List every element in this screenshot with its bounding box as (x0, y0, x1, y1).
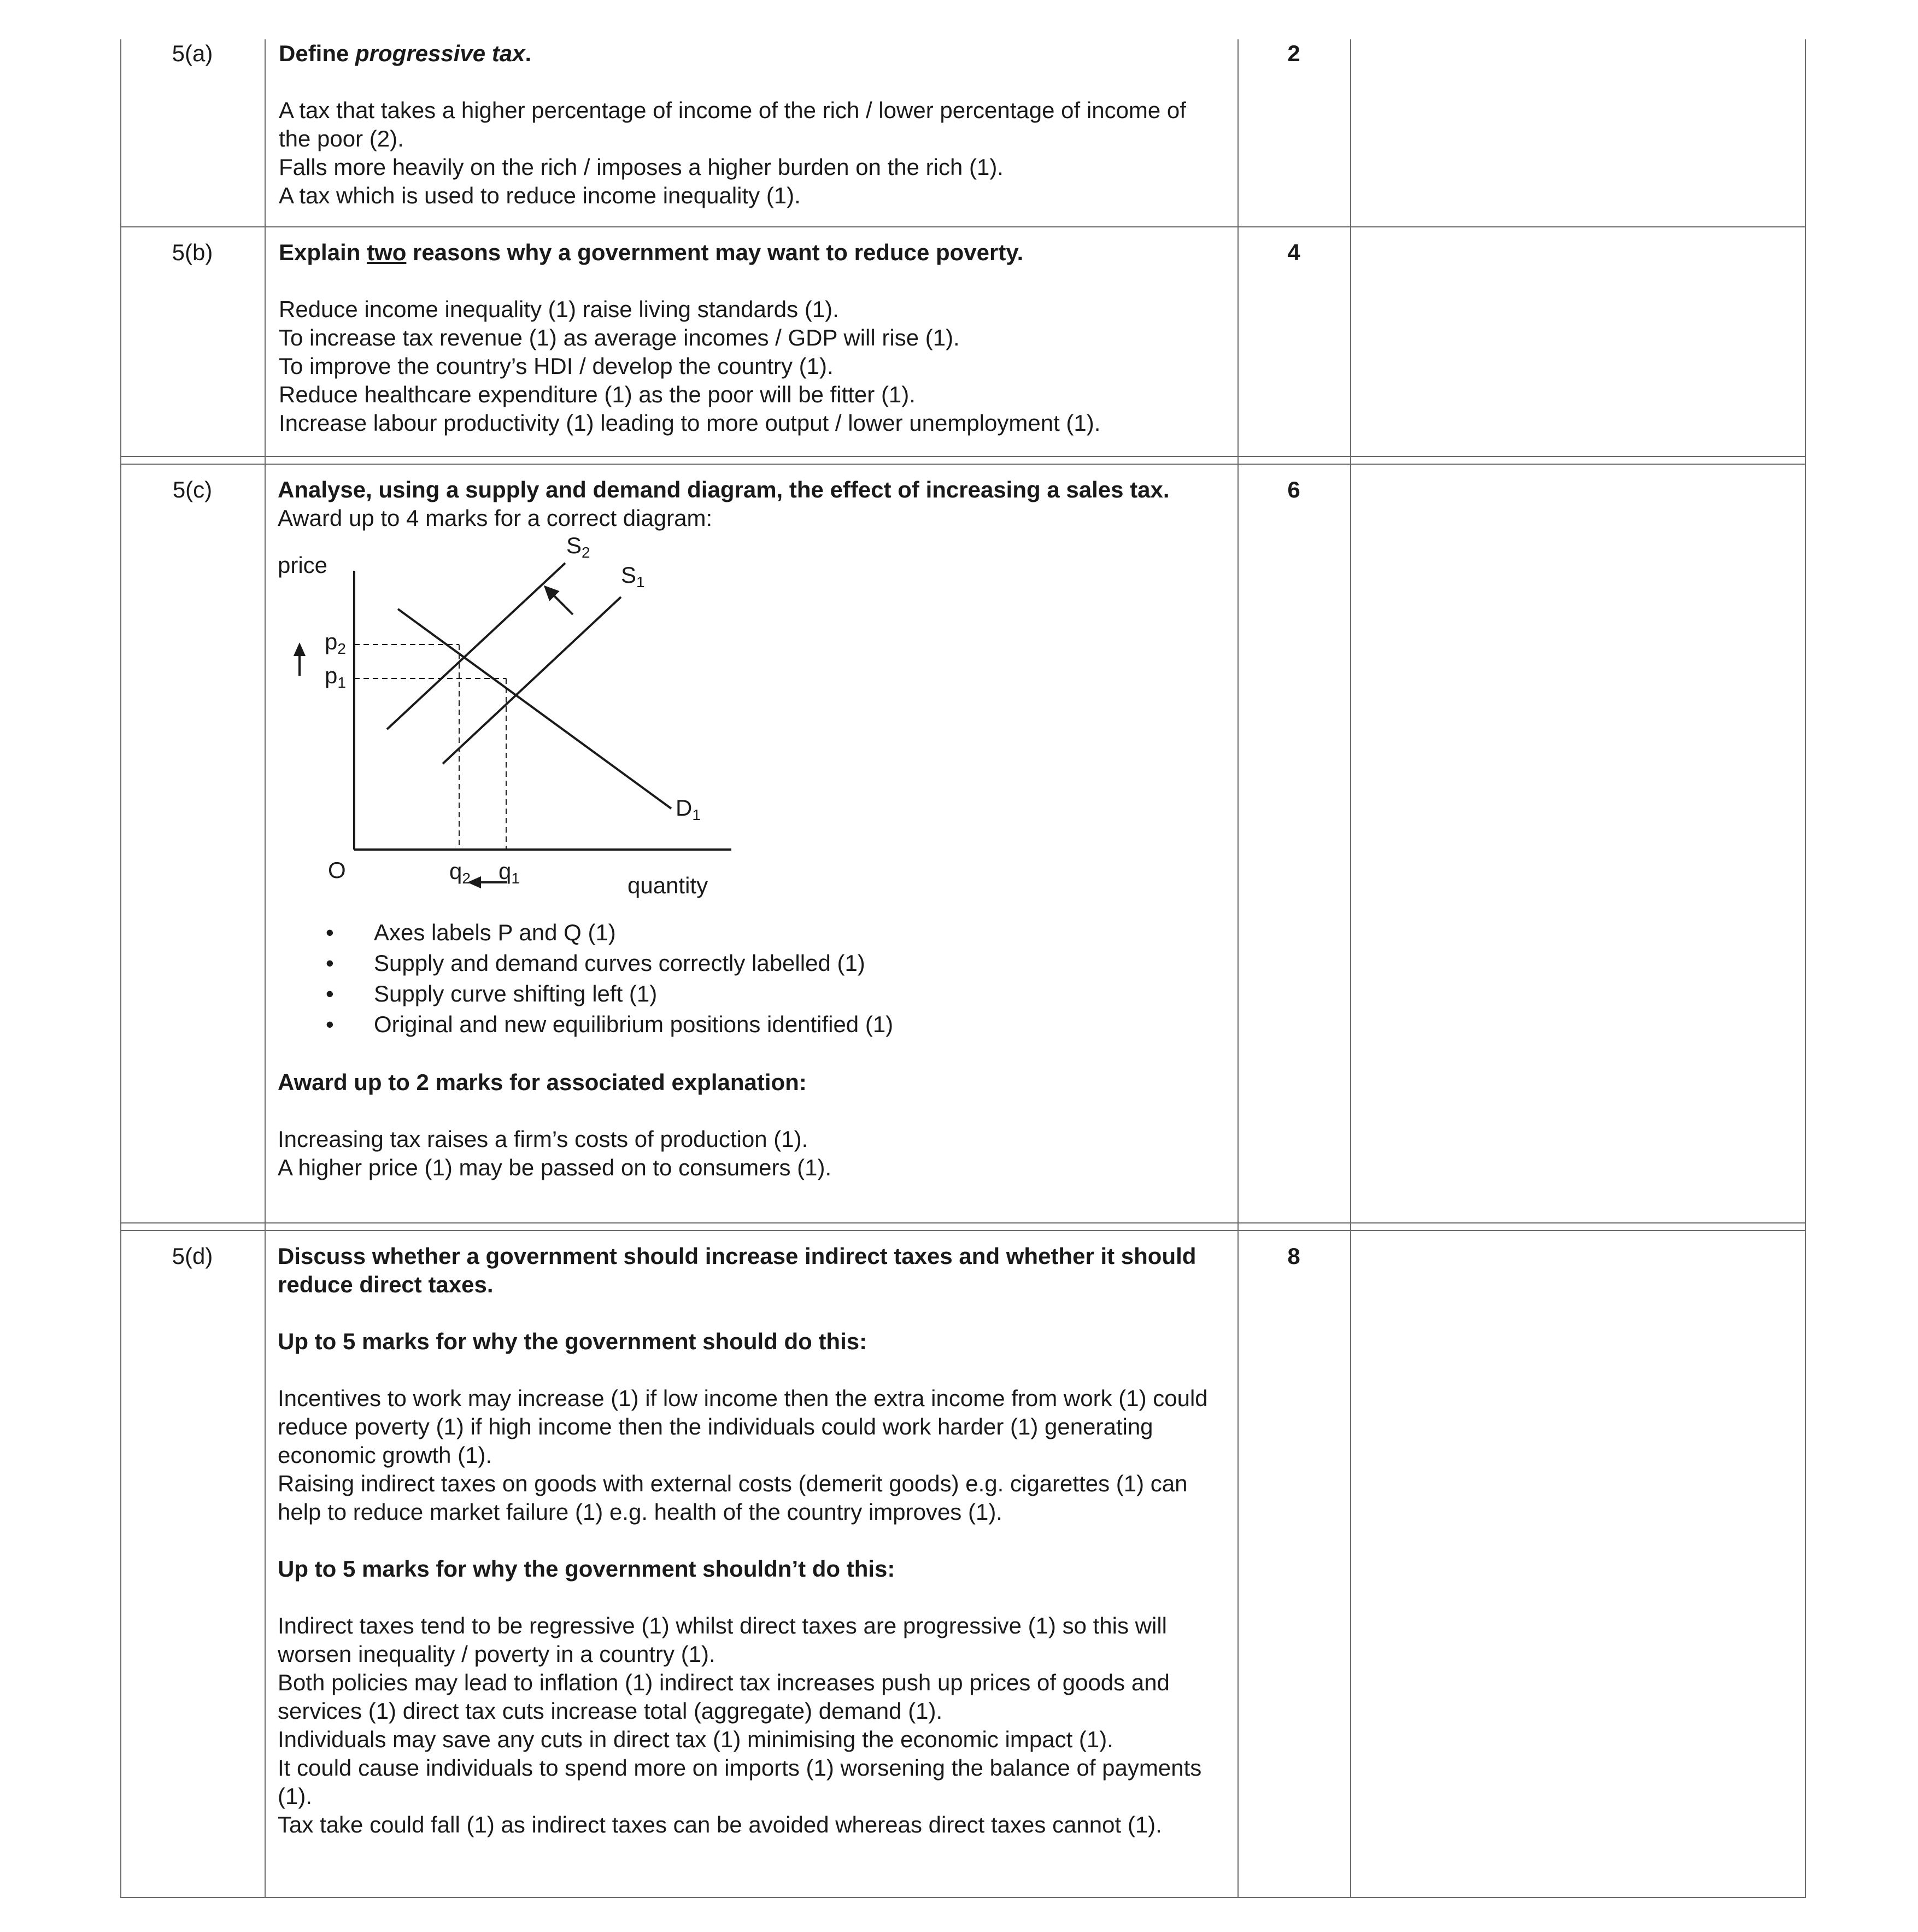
table-border-bottom (120, 1897, 1806, 1898)
list-item: • Axes labels P and Q (1) (374, 917, 1218, 948)
mark-scheme-table (120, 39, 1806, 1898)
label-subscript: 1 (337, 674, 346, 691)
row-divider (120, 464, 1806, 465)
supply-demand-diagram (278, 532, 824, 920)
question-number: 5(b) (172, 239, 213, 265)
row-divider (120, 456, 1806, 457)
diagram-intro: Award up to 4 marks for a correct diagram: (278, 505, 713, 531)
table-border-left (120, 39, 121, 1898)
label-letter: q (449, 858, 462, 884)
label-letter: S (621, 562, 637, 588)
label-subscript: 2 (582, 544, 590, 561)
question-suffix: . (525, 40, 532, 66)
answer-cell (279, 238, 1219, 437)
marks-value: 4 (1287, 239, 1300, 265)
origin-label: O (328, 857, 346, 883)
question-number: 5(a) (172, 40, 213, 66)
row-divider (120, 1222, 1806, 1223)
column-divider (265, 39, 266, 1898)
marks-value: 2 (1287, 40, 1300, 66)
p1-label (325, 663, 346, 696)
row-divider (120, 1230, 1806, 1231)
p2-label (325, 629, 346, 662)
question-text (279, 238, 1219, 267)
answer-line: Increasing tax raises a firm’s costs of production (1). (278, 1126, 808, 1152)
answer-line: Tax take could fall (1) as indirect taxes can be avoided whereas direct taxes cannot (1). (278, 1812, 1162, 1837)
marks-value: 8 (1287, 1243, 1300, 1269)
question-prefix: Define (279, 40, 356, 66)
original-supply-label (621, 562, 645, 595)
answer-cell (278, 1242, 1218, 1839)
label-letter: p (325, 663, 338, 688)
list-item: • Supply curve shifting left (1) (374, 979, 1218, 1009)
original-supply-curve (443, 597, 621, 764)
question-prefix: Explain (279, 239, 367, 265)
explanation-heading: Award up to 2 marks for associated explanation: (278, 1069, 807, 1095)
quantity-axis-label: quantity (627, 873, 708, 898)
demand-label (676, 795, 701, 828)
question-emphasis: two (367, 239, 407, 265)
answer-line: Both policies may lead to inflation (1) indirect tax increases push up prices of goods and services (1) direct tax cuts increase total (aggregate) demand (1). (278, 1670, 1170, 1724)
diagram-criteria-list (278, 917, 1218, 1040)
question-term: progressive tax (355, 40, 525, 66)
new-supply-label (566, 532, 590, 566)
answer-line: A higher price (1) may be passed on to consumers (1). (278, 1155, 832, 1180)
label-subscript: 1 (692, 806, 701, 823)
question-text: Analyse, using a supply and demand diagram, the effect of increasing a sales tax. (278, 477, 1170, 502)
label-letter: p (325, 629, 338, 654)
answer-line: It could cause individuals to spend more on imports (1) worsening the balance of payments (1). (278, 1755, 1202, 1809)
question-number: 5(d) (172, 1243, 213, 1269)
quantity-fall-arrow-head (470, 878, 480, 887)
answer-line: To improve the country’s HDI / develop the country (1). (279, 353, 834, 379)
new-supply-curve (387, 563, 565, 729)
demand-curve (398, 609, 671, 809)
diagram-graphic (278, 532, 824, 920)
section-heading: Up to 5 marks for why the government should do this: (278, 1328, 867, 1354)
answer-cell (279, 39, 1219, 210)
question-text: Discuss whether a government should increase indirect taxes and whether it should reduce direct taxes. (278, 1243, 1196, 1297)
label-letter: S (566, 532, 582, 558)
question-number: 5(c) (172, 477, 213, 502)
question-suffix: reasons why a government may want to reduce poverty. (406, 239, 1024, 265)
q1-label (498, 858, 520, 892)
answer-line: To increase tax revenue (1) as average incomes / GDP will rise (1). (279, 325, 960, 350)
label-subscript: 1 (636, 573, 645, 590)
q2-label (449, 858, 471, 892)
price-rise-arrow-head (295, 645, 304, 655)
label-letter: D (676, 795, 693, 821)
answer-line: A tax that takes a higher percentage of income of the rich / lower percentage of income of the poor (2). (279, 97, 1186, 151)
label-subscript: 2 (462, 870, 471, 887)
answer-line: Reduce healthcare expenditure (1) as the poor will be fitter (1). (279, 382, 916, 407)
column-divider (1350, 39, 1351, 1898)
answer-line: A tax which is used to reduce income inequality (1). (279, 183, 801, 208)
list-item: • Original and new equilibrium positions identified (1) (374, 1009, 1218, 1040)
answer-line: Reduce income inequality (1) raise living standards (1). (279, 296, 839, 322)
label-letter: q (498, 858, 512, 884)
price-axis-label: price (278, 552, 328, 578)
answer-line: Incentives to work may increase (1) if low income then the extra income from work (1) could reduce poverty (1) if high income then the individuals could work harder (1) generating economic growth (1). (278, 1385, 1208, 1468)
answer-line: Increase labour productivity (1) leading to more output / lower unemployment (1). (279, 410, 1101, 436)
answer-cell (278, 476, 1218, 1182)
list-item: • Supply and demand curves correctly labelled (1) (374, 948, 1218, 979)
marks-value: 6 (1287, 477, 1300, 502)
answer-line: Indirect taxes tend to be regressive (1) whilst direct taxes are progressive (1) so this will worsen inequality / poverty in a country (1). (278, 1613, 1167, 1667)
label-subscript: 1 (511, 870, 520, 887)
answer-line: Raising indirect taxes on goods with external costs (demerit goods) e.g. cigarettes (1) can help to reduce market failure (1) e.g. health of the country improves (1). (278, 1471, 1188, 1525)
section-heading: Up to 5 marks for why the government shouldn’t do this: (278, 1556, 895, 1582)
label-subscript: 2 (337, 640, 346, 657)
answer-line: Individuals may save any cuts in direct tax (1) minimising the economic impact (1). (278, 1726, 1113, 1752)
table-border-right (1805, 39, 1806, 1898)
answer-line: Falls more heavily on the rich / imposes a higher burden on the rich (1). (279, 154, 1004, 180)
question-text (279, 39, 1219, 68)
column-divider (1237, 39, 1239, 1898)
row-divider (120, 226, 1806, 227)
